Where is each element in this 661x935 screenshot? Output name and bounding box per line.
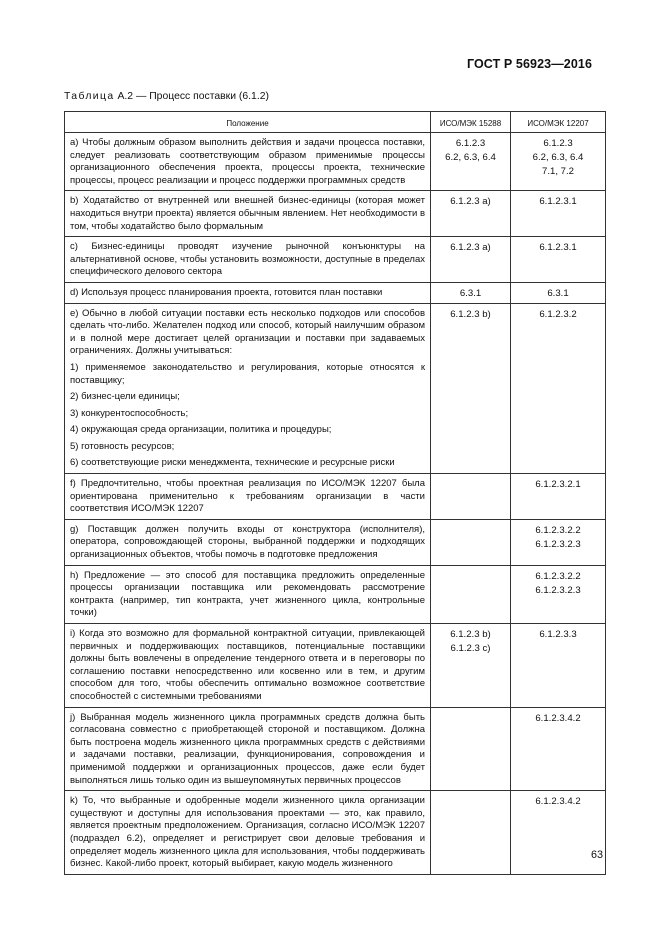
cell-iso15288 <box>431 707 511 791</box>
clause-reference: 6.1.2.3 b) <box>450 308 491 320</box>
cell-iso12207 <box>511 474 606 520</box>
clause-reference: 6.1.2.3.2.3 <box>535 538 581 550</box>
header-iso12207: ИСО/МЭК 12207 <box>511 112 606 133</box>
clause-reference: 6.1.2.3 а) <box>450 242 491 254</box>
table-row <box>65 191 606 237</box>
page-number: 63 <box>590 849 603 861</box>
cell-iso15288 <box>431 519 511 565</box>
clause-reference: 6.1.2.3.4.2 <box>535 796 581 808</box>
header-position: Положение <box>65 112 431 133</box>
clause-reference: 6.1.2.3 c) <box>450 643 491 654</box>
clause-reference: 7.1, 7.2 <box>541 166 574 177</box>
table-row <box>65 474 606 520</box>
clause-reference: 6.3.1 <box>459 287 482 299</box>
cell-position <box>65 282 431 303</box>
document-id: ГОСТ Р 56923—2016 <box>466 57 592 71</box>
position-paragraph: 6) соответствующие риски менеджмента, технические и ресурсные риски <box>70 457 395 469</box>
table-row <box>65 519 606 565</box>
table-header-row <box>65 112 606 133</box>
clause-reference: 6.1.2.3.2.2 <box>535 524 581 536</box>
clause-reference: 6.1.2.3 а) <box>450 196 491 208</box>
position-paragraph: k) То, что выбранные и одобренные модели жизненного цикла организации существуют и доступны для использования проектами — это, как правило, является проектным предположением. Организация, согласно ИСО/МЭК 12207 (подраздел 6.2), определяет и регистрирует свои деловые требования и определяет модель жизненного цикла для использования, чтобы поддерживать бизнес. Какой-либо проект, который выбирает, какую модель жизненного <box>70 795 425 870</box>
cell-iso15288 <box>431 237 511 283</box>
cell-iso12207 <box>511 133 606 191</box>
position-paragraph: h) Предложение — это способ для поставщика предложить определенные процессы организации поставщика или рекомендовать рассмотрение контракта (например, тип контракта, учет жизненного цикла, контрольные точки) <box>70 569 425 619</box>
clause-reference: 6.1.2.3.1 <box>539 196 577 208</box>
cell-position <box>65 133 431 191</box>
cell-position <box>65 474 431 520</box>
cell-iso12207 <box>511 624 606 708</box>
position-paragraph: e) Обычно в любой ситуации поставки есть несколько подходов или способов сделать что-либо. Желателен подход или способ, который наилучшим образом и в полной мере достигает целей организации и поставки при задаваемых ограничениях. Должны учитываться: <box>70 307 425 357</box>
clause-reference: 6.1.2.3.3 <box>539 629 577 640</box>
position-paragraph: b) Ходатайство от внутренней или внешней бизнес-единицы (которая может находиться внутри проекта) является обычным явлением. Нет необходимости в том, чтобы ходатайство было формальным <box>70 195 425 232</box>
cell-position <box>65 303 431 474</box>
table-row <box>65 237 606 283</box>
position-paragraph: 2) бизнес-цели единицы; <box>70 391 180 403</box>
cell-position <box>65 624 431 708</box>
cell-iso12207 <box>511 791 606 875</box>
cell-iso15288 <box>431 282 511 303</box>
cell-position <box>65 519 431 565</box>
supply-process-table <box>64 111 606 875</box>
clause-reference: 6.1.2.3.1 <box>539 242 577 254</box>
clause-reference: 6.1.2.3 b) <box>450 629 491 640</box>
clause-reference: 6.1.2.3.2.1 <box>535 479 581 491</box>
caption-title: — Процесс поставки (6.1.2) <box>135 91 269 102</box>
caption-label: Таблица <box>64 91 115 102</box>
table-caption <box>64 91 269 102</box>
position-paragraph: c) Бизнес-единицы проводят изучение рыночной конъюнктуры на альтернативной основе, чтобы установить возможности, доступные в пределах специфического делового сектора <box>70 241 425 278</box>
clause-reference: 6.1.2.3.4.2 <box>535 712 581 724</box>
position-paragraph: i) Когда это возможно для формальной контрактной ситуации, привлекающей первичных и поддерживающих поставщиков, потенциальные поставщики должны быть вовлечены в определение тендерного ответа и в переговоры по соглашению поставки непосредственно или косвенно или в тем, и другим способом для того, чтобы обеспечить оптимально возможное соответствие способностей с системными требованиями <box>70 628 425 702</box>
cell-iso15288 <box>431 624 511 708</box>
cell-iso12207 <box>511 191 606 237</box>
cell-iso15288 <box>431 791 511 875</box>
clause-reference: 6.1.2.3 <box>455 138 486 149</box>
position-paragraph: 1) применяемое законодательство и регулирования, которые относятся к поставщику; <box>70 361 425 386</box>
table-row <box>65 303 606 474</box>
clause-reference: 6.2, 6.3, 6.4 <box>445 152 496 163</box>
table-row <box>65 624 606 708</box>
cell-iso15288 <box>431 474 511 520</box>
position-paragraph: d) Используя процесс планирования проекта, готовится план поставки <box>70 286 383 298</box>
cell-iso15288 <box>431 191 511 237</box>
position-paragraph: j) Выбранная модель жизненного цикла программных средств должна быть согласована совместно с приобретающей стороной и поставщиком. Должна быть построена модель жизненного цикла программных средств с действиями и задачами поставки, реализации, функционирования, сопровождения и применимой поддержки и организационных процессов, даже если будет выполняться лишь только один из вышеупомянутых первичных процессов <box>70 711 425 786</box>
table-body <box>65 133 606 875</box>
cell-position <box>65 791 431 875</box>
position-paragraph: 3) конкурентоспособность; <box>70 407 189 419</box>
cell-iso15288 <box>431 133 511 191</box>
clause-reference: 6.1.2.3.2.3 <box>535 584 581 596</box>
clause-reference: 6.2, 6.3, 6.4 <box>532 152 584 163</box>
cell-iso12207 <box>511 303 606 474</box>
cell-iso12207 <box>511 237 606 283</box>
cell-position <box>65 707 431 791</box>
clause-reference: 6.1.2.3.2 <box>539 308 577 320</box>
clause-reference: 6.1.2.3 <box>543 138 573 149</box>
cell-iso12207 <box>511 565 606 623</box>
position-paragraph: 4) окружающая среда организации, политика и процедуры; <box>70 424 332 436</box>
cell-iso15288 <box>431 303 511 474</box>
table-row <box>65 707 606 791</box>
caption-number: А.2 <box>117 91 134 102</box>
table-row <box>65 133 606 191</box>
table-row <box>65 282 606 303</box>
cell-position <box>65 237 431 283</box>
cell-position <box>65 191 431 237</box>
position-paragraph: a) Чтобы должным образом выполнить действия и задачи процесса поставки, следует реализовать соответствующим образом применимые процессы организационного обеспечения проекта, процессы проекта, технические процессы, процесс реализации и процесс поддержки программных средств <box>70 137 425 186</box>
table-row <box>65 791 606 875</box>
clause-reference: 6.1.2.3.2.2 <box>535 570 581 582</box>
cell-iso12207 <box>511 282 606 303</box>
position-paragraph: f) Предпочтительно, чтобы проектная реализация по ИСО/МЭК 12207 была ориентирована применительно к требованиям организации в части соответствия ИСО/МЭК 12207 <box>70 478 425 515</box>
position-paragraph: g) Поставщик должен получить входы от конструктора (исполнителя), оператора, сопровождающей стороны, выбранной поддержки и подходящих организационных объектов, чтобы помочь в подготовке предложения <box>70 523 425 561</box>
cell-iso12207 <box>511 519 606 565</box>
cell-iso15288 <box>431 565 511 623</box>
position-paragraph: 5) готовность ресурсов; <box>70 440 175 452</box>
header-iso15288: ИСО/МЭК 15288 <box>431 112 511 133</box>
clause-reference: 6.3.1 <box>547 287 569 299</box>
table-row <box>65 565 606 623</box>
cell-iso12207 <box>511 707 606 791</box>
cell-position <box>65 565 431 623</box>
